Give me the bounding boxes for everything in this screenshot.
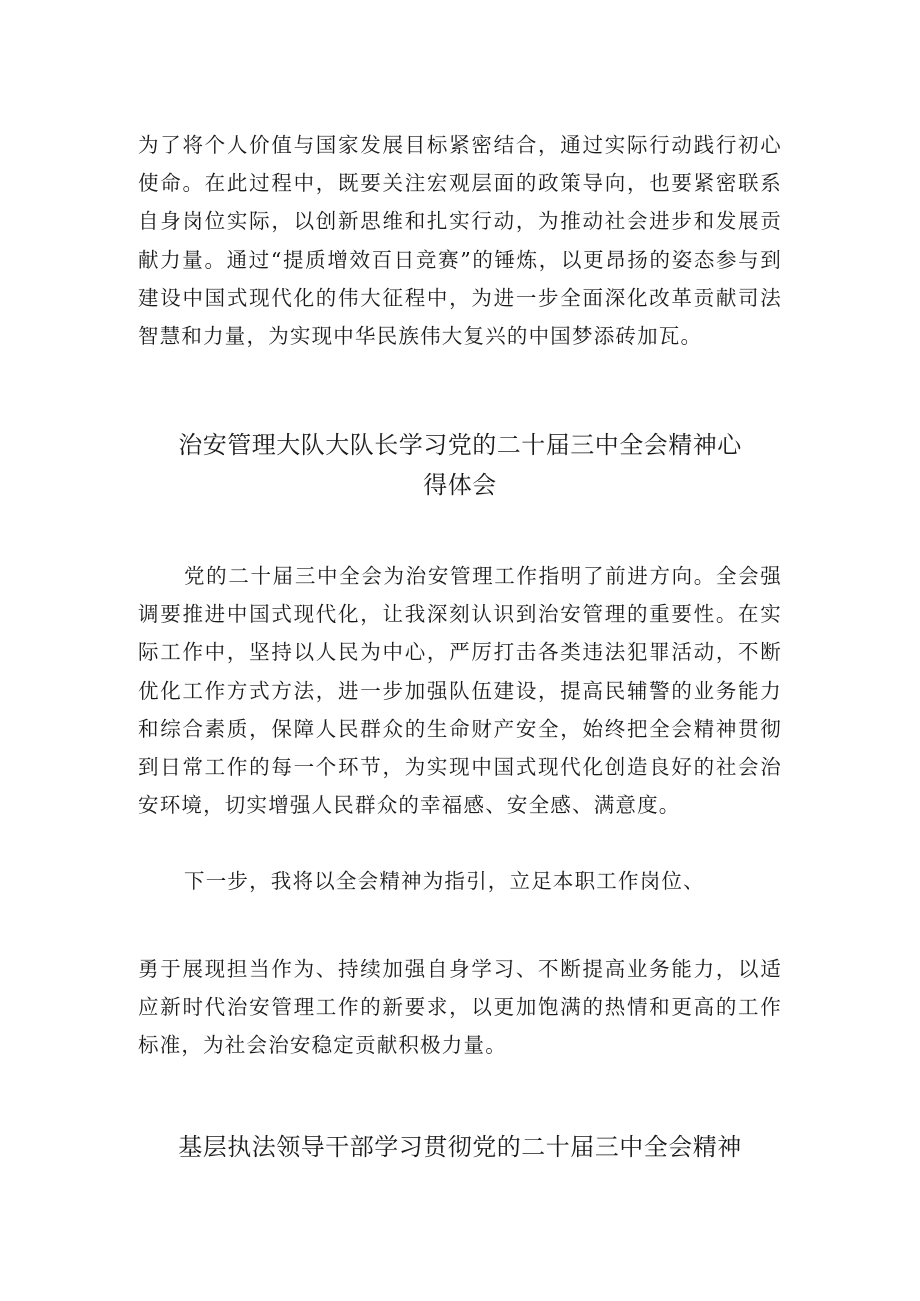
section1-title-line2: 得体会 xyxy=(423,471,497,499)
intro-paragraph: 为了将个人价值与国家发展目标紧密结合，通过实际行动践行初心使命。在此过程中，既要关注宏观层面的政策导向，也要紧密联系自身岗位实际，以创新思维和扎实行动，为推动社会进步和发展贡献力量。通过“提质增效百日竞赛”的锤炼，以更昂扬的姿态参与到建设中国式现代化的伟大征程中，为进一步全面深化改革贡献司法智慧和力量，为实现中华民族伟大复兴的中国梦添砖加瓦。 xyxy=(138,133,782,349)
section1-title-line1: 治安管理大队大队长学习党的二十届三中全会精神心 xyxy=(178,431,742,459)
section1-title xyxy=(120,425,800,505)
section1-paragraph1: 党的二十届三中全会为治安管理工作指明了前进方向。全会强调要推进中国式现代化，让我深刻认识到治安管理的重要性。在实际工作中，坚持以人民为中心，严厉打击各类违法犯罪活动，不断优化工作方式方法，进一步加强队伍建设，提高民辅警的业务能力和综合素质，保障人民群众的生命财产安全，始终把全会精神贯彻到日常工作的每一个环节，为实现中国式现代化创造良好的社会治安环境，切实增强人民群众的幸福感、安全感、满意度。 xyxy=(138,564,782,818)
section1-paragraph2: 下一步，我将以全会精神为指引，立足本职工作岗位、 xyxy=(184,869,705,893)
section2-title: 基层执法领导干部学习贯彻党的二十届三中全会精神 xyxy=(178,1133,742,1161)
section1-paragraph3: 勇于展现担当作为、持续加强自身学习、不断提高业务能力，以适应新时代治安管理工作的新要求，以更加饱满的热情和更高的工作标准，为社会治安稳定贡献积极力量。 xyxy=(138,957,782,1058)
